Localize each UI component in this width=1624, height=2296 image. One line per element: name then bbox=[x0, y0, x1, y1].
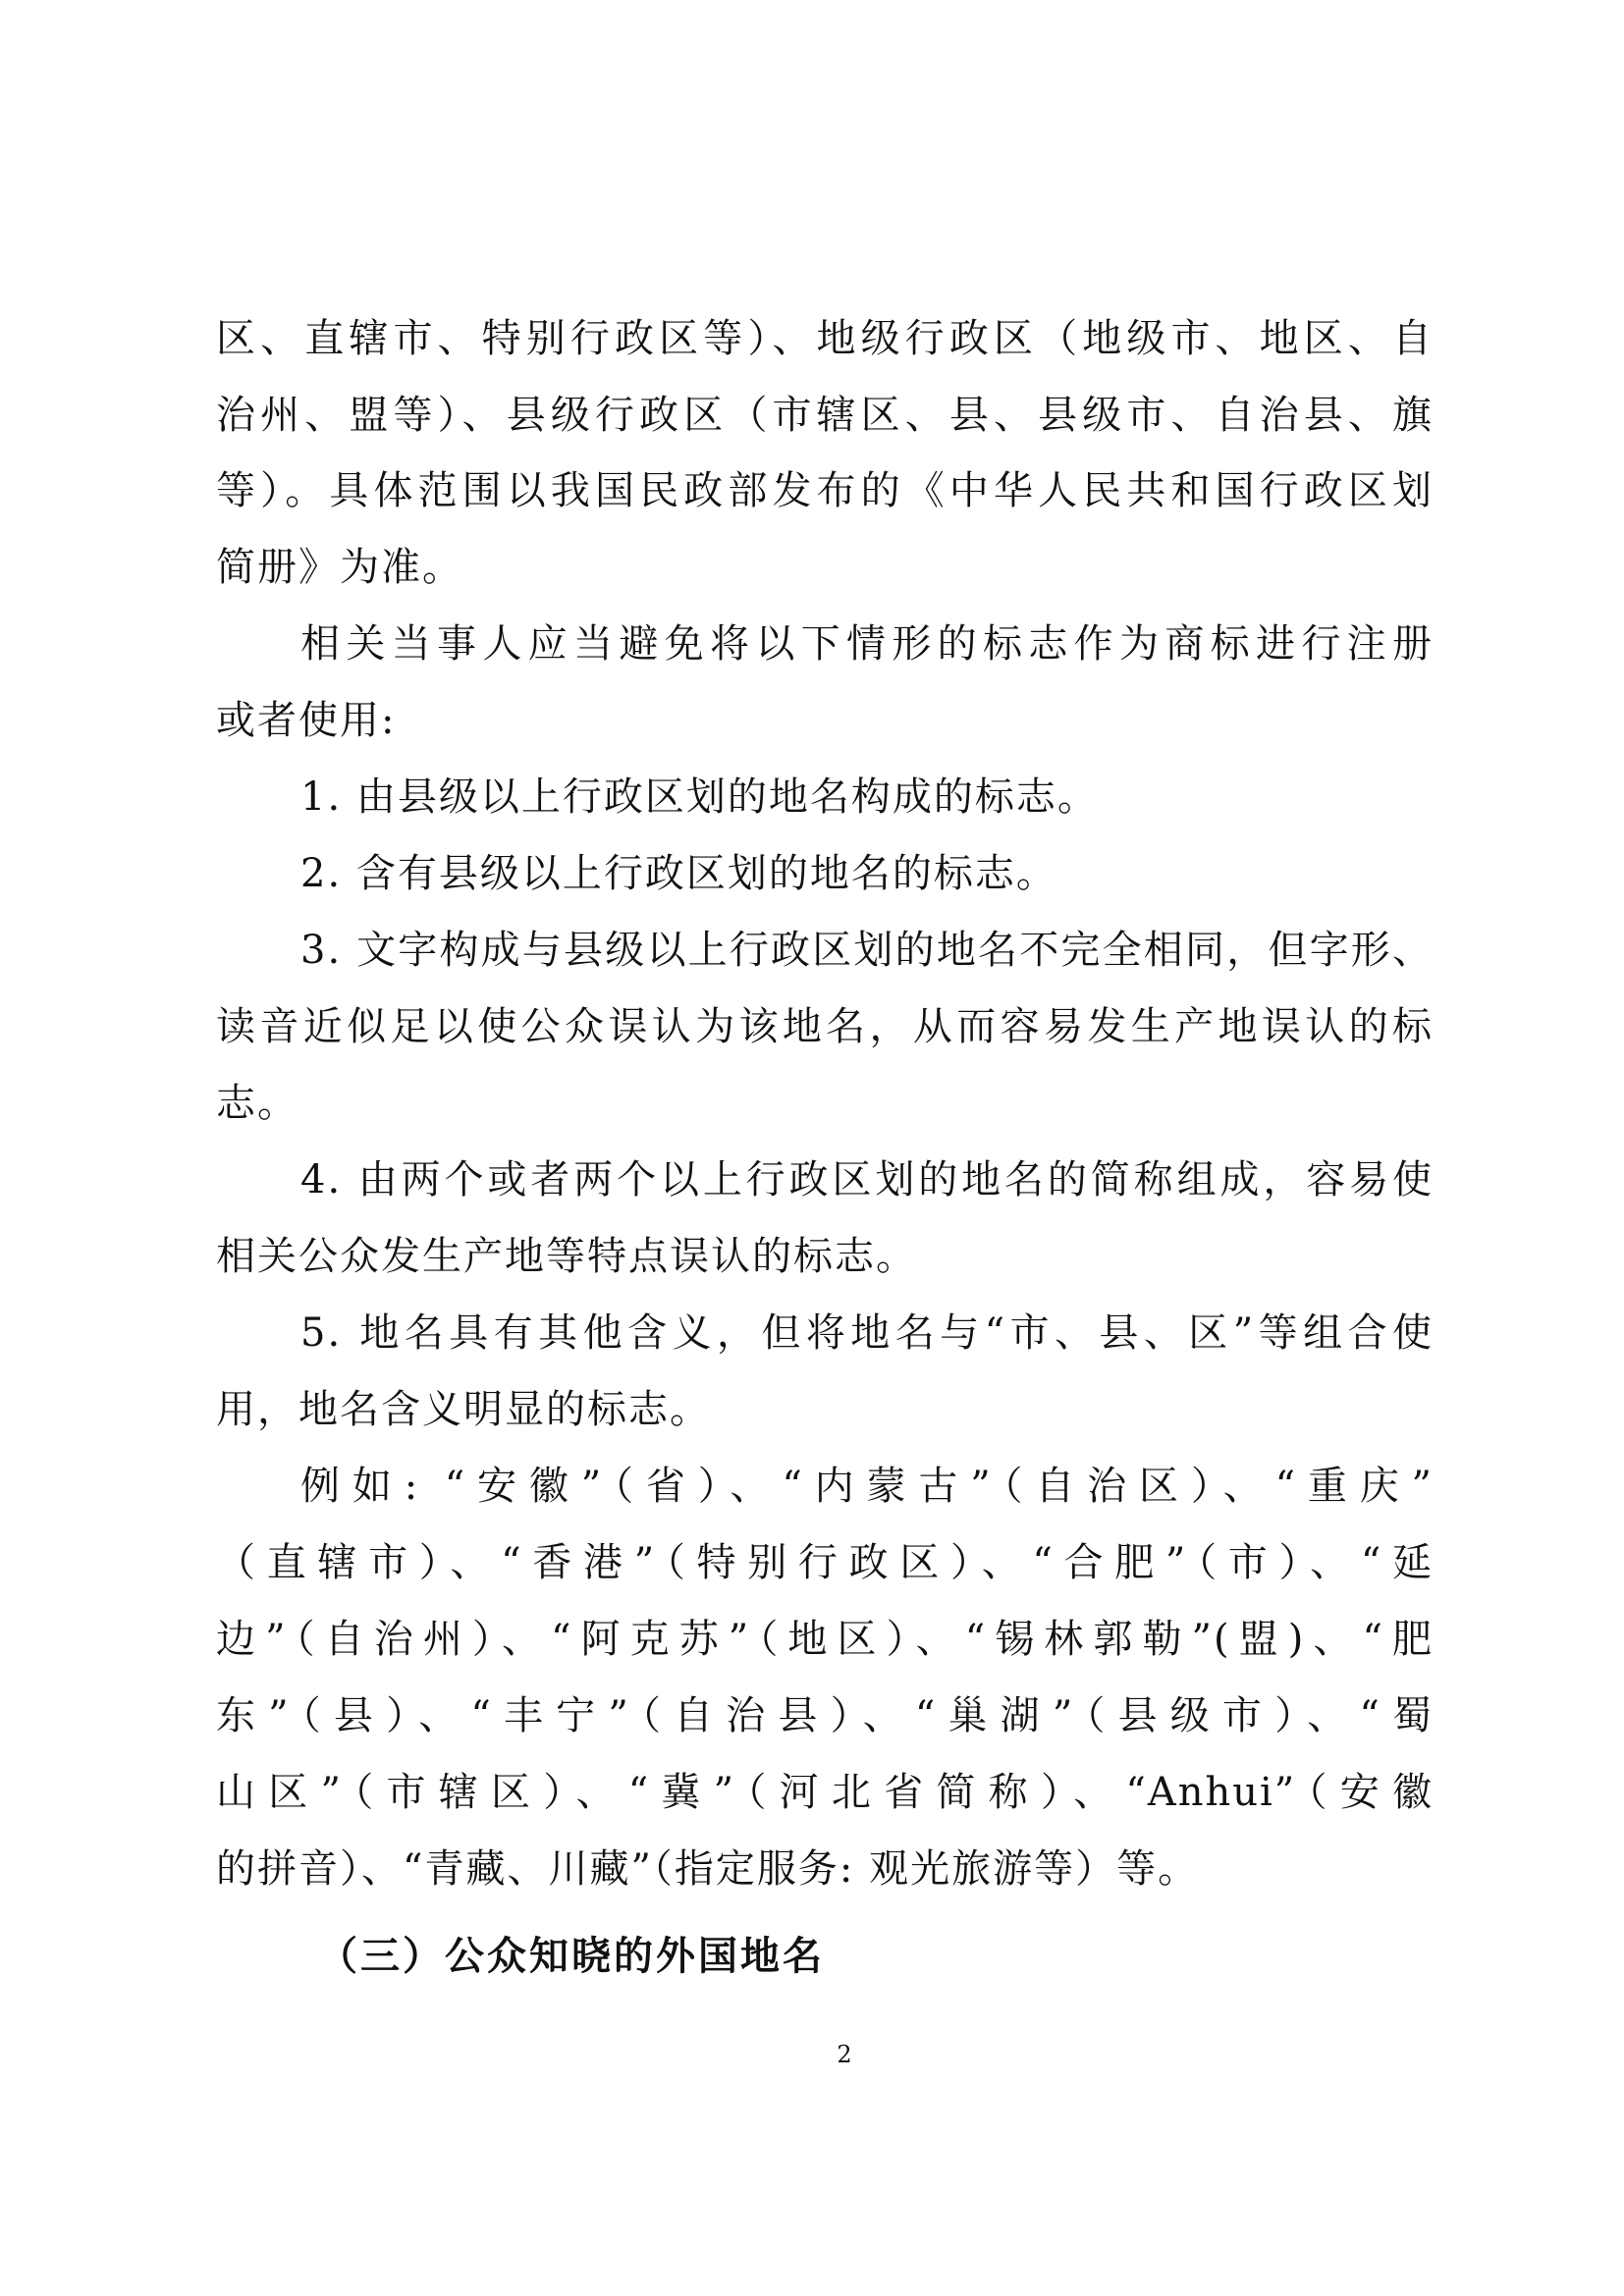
paragraph-line: 相关当事人应当避免将以下情形的标志作为商标进行注册 bbox=[300, 621, 1434, 667]
text-line: 志。 bbox=[216, 1081, 298, 1126]
list-item: 3. 文字构成与县级以上行政区划的地名不完全相同，但字形、 bbox=[300, 928, 1434, 973]
list-item: 4. 由两个或者两个以上行政区划的地名的简称组成，容易使 bbox=[300, 1157, 1434, 1202]
text-line: 读音近似足以使公众误认为该地名，从而容易发生产地误认的标 bbox=[216, 1004, 1434, 1049]
example-line: 山区”（市辖区）、“冀”（河北省简称）、“Anhui”（安徽 bbox=[216, 1770, 1434, 1815]
example-line: 东”（县）、“丰宁”（自治县）、“巢湖”（县级市）、“蜀 bbox=[216, 1693, 1434, 1738]
text-line: 治州、盟等）、县级行政区（市辖区、县、县级市、自治县、旗 bbox=[216, 393, 1434, 438]
example-line: 边”（自治州）、“阿克苏”（地区）、“锡林郭勒”(盟)、“肥 bbox=[216, 1617, 1434, 1662]
text-line: 相关公众发生产地等特点误认的标志。 bbox=[216, 1234, 917, 1279]
list-item: 1. 由县级以上行政区划的地名构成的标志。 bbox=[300, 774, 1099, 820]
example-line: 例如: “安徽”（省）、“内蒙古”（自治区）、“重庆” bbox=[300, 1464, 1434, 1509]
text-line: 简册》为准。 bbox=[216, 545, 463, 590]
list-item: 2. 含有县级以上行政区划的地名的标志。 bbox=[300, 851, 1057, 896]
text-line: 区、直辖市、特别行政区等）、地级行政区（地级市、地区、自 bbox=[216, 316, 1434, 361]
text-line: 用，地名含义明显的标志。 bbox=[216, 1387, 711, 1432]
list-item: 5. 地名具有其他含义，但将地名与“市、县、区”等组合使 bbox=[300, 1310, 1434, 1356]
example-line: （直辖市）、“香港”（特别行政区）、“合肥”（市）、“延 bbox=[216, 1540, 1434, 1585]
text-line: 或者使用: bbox=[216, 698, 397, 743]
text-line: 等）。具体范围以我国民政部发布的《中华人民共和国行政区划 bbox=[216, 468, 1434, 513]
section-heading: （三）公众知晓的外国地名 bbox=[318, 1934, 825, 1979]
example-line: 的拼音）、“青藏、川藏”（指定服务: 观光旅游等）等。 bbox=[216, 1846, 1200, 1892]
page-number: 2 bbox=[837, 2041, 852, 2068]
